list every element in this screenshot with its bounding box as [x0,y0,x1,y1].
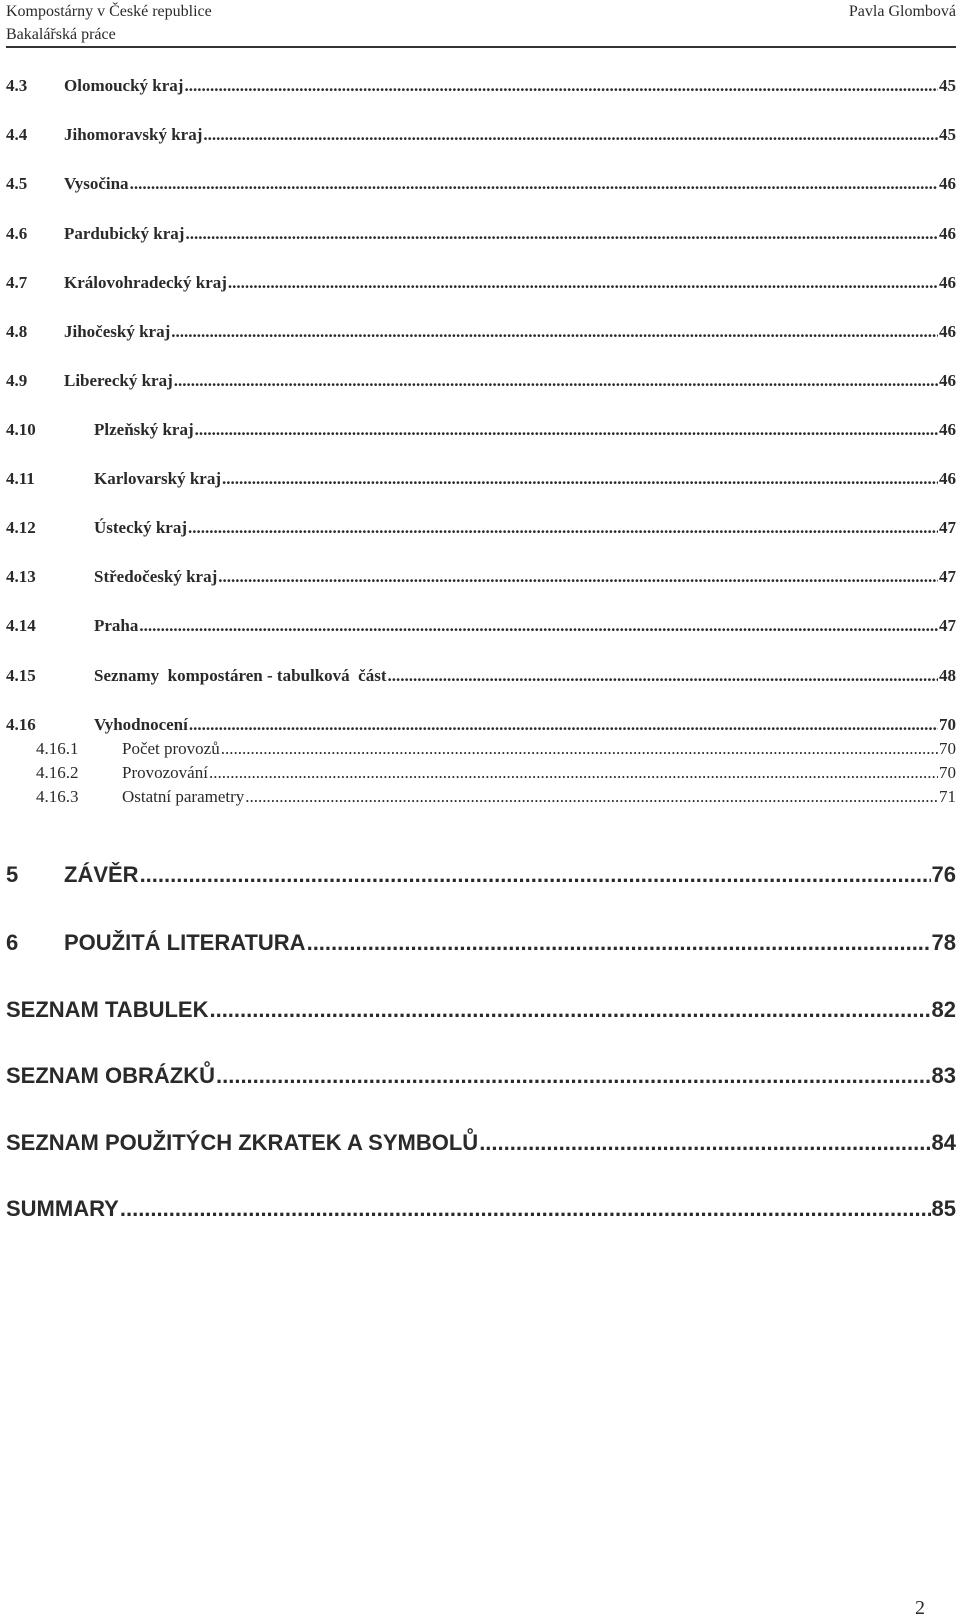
header-left [6,0,212,46]
toc-leader-dots [221,739,938,759]
toc-entry-number: 4.16.1 [36,739,79,758]
toc-leader-dots [209,997,930,1023]
toc-entry-page: 84 [931,1130,956,1155]
toc-entry-number: 4.15 [6,666,36,685]
toc-leader-dots [218,567,938,587]
toc-leader-dots [203,125,938,145]
toc-entry-page: 82 [931,997,956,1022]
toc-entry-title: SEZNAM TABULEK [6,997,209,1022]
toc-subentry[interactable] [6,763,956,783]
toc-entry[interactable] [6,76,956,96]
toc-entry[interactable] [6,715,956,735]
toc-entry-page: 70 [939,763,956,782]
toc-entry-title: Jihomoravský kraj [64,125,203,144]
toc-chapter[interactable] [6,862,956,888]
toc-entry-page: 46 [939,469,956,488]
toc-entry-page: 76 [931,862,956,887]
toc-entry[interactable] [6,469,956,489]
toc-leader-dots [387,666,938,686]
toc-entry-title: Liberecký kraj [64,371,173,390]
toc-entry-page: 47 [939,567,956,586]
toc-entry[interactable] [6,273,956,293]
toc-leader-dots [185,224,938,244]
toc-entry-number: 4.13 [6,567,36,586]
toc-subentry[interactable] [6,787,956,807]
toc-entry-title: Královohradecký kraj [64,273,227,292]
toc-entry-title: SEZNAM POUŽITÝCH ZKRATEK A SYMBOLŮ [6,1130,479,1155]
toc-entry-page: 46 [939,322,956,341]
toc-entry-number: 4.5 [6,174,28,193]
toc-entry[interactable] [6,224,956,244]
toc-leader-dots [188,518,938,538]
toc-chapter[interactable] [6,930,956,956]
toc-entry-page: 46 [939,224,956,243]
toc-leader-dots [479,1130,930,1156]
toc-leader-dots [139,616,938,636]
toc-entry-page: 46 [939,273,956,292]
toc-leader-dots [189,715,938,735]
toc-leader-dots [195,420,938,440]
toc-entry-title: POUŽITÁ LITERATURA [64,930,306,955]
toc-entry-title: Počet provozů [122,739,220,758]
toc-entry-number: 4.9 [6,371,28,390]
toc-leader-dots [174,371,938,391]
toc-entry-page: 83 [931,1063,956,1088]
toc-leader-dots [307,930,931,956]
page-header [6,0,956,48]
toc-leader-dots [184,76,938,96]
page-number: 2 [915,1597,925,1619]
toc-entry[interactable] [6,371,956,391]
toc-entry-number: 5 [6,862,19,887]
toc-entry-number: 4.16 [6,715,36,734]
toc-entry-number: 4.6 [6,224,28,243]
document-title: Kompostárny v České republice [6,3,212,20]
toc-entry-number: 4.3 [6,76,28,95]
toc-entry-title: Seznamy kompostáren - tabulková část [94,666,387,685]
toc-entry-number: 6 [6,930,19,955]
toc-entry[interactable] [6,567,956,587]
toc-entry[interactable] [6,518,956,538]
toc-entry-page: 45 [939,125,956,144]
toc-entry-number: 4.14 [6,616,36,635]
toc-leader-dots [216,1063,931,1089]
toc-entry-number: 4.8 [6,322,28,341]
toc-chapter[interactable] [6,1196,956,1222]
toc-entry-title: Plzeňský kraj [94,420,194,439]
toc-leader-dots [209,763,938,783]
toc-entry[interactable] [6,125,956,145]
toc-entry-title: SUMMARY [6,1196,119,1221]
toc-entry-page: 48 [939,666,956,685]
toc-entry-title: ZÁVĚR [64,862,139,887]
toc-entry-number: 4.16.3 [36,787,79,806]
toc-chapter[interactable] [6,1063,956,1089]
toc-entry-number: 4.16.2 [36,763,79,782]
toc-entry-title: Ostatní parametry [122,787,245,806]
toc-entry-page: 70 [939,739,956,758]
toc-entry-title: Jihočeský kraj [64,322,171,341]
toc-entry-title: Pardubický kraj [64,224,185,243]
toc-entry-page: 47 [939,518,956,537]
toc-entry-number: 4.7 [6,273,28,292]
toc-leader-dots [171,322,938,342]
toc-entry-page: 78 [931,930,956,955]
toc-entry-number: 4.11 [6,469,35,488]
toc-subentry[interactable] [6,739,956,759]
toc-entry-page: 46 [939,174,956,193]
author-name: Pavla Glombová [848,3,956,20]
toc-entry-title: Karlovarský kraj [94,469,222,488]
toc-leader-dots [140,862,931,888]
toc-entry-number: 4.4 [6,125,28,144]
toc-entry-page: 46 [939,420,956,439]
toc-leader-dots [228,273,938,293]
toc-entry[interactable] [6,616,956,636]
toc-entry[interactable] [6,420,956,440]
document-type: Bakalářská práce [6,26,116,43]
toc-entry-title: Praha [94,616,139,635]
toc-leader-dots [120,1196,931,1222]
toc-entry-title: Ústecký kraj [94,518,188,537]
toc-chapter[interactable] [6,1130,956,1156]
toc-entry-title: Středočeský kraj [94,567,218,586]
toc-entry-page: 85 [931,1196,956,1221]
toc-entry-title: Provozování [122,763,208,782]
toc-entry-page: 47 [939,616,956,635]
toc-entry-title: Vysočina [64,174,129,193]
toc-entry-title: Olomoucký kraj [64,76,184,95]
toc-leader-dots [245,787,938,807]
toc-entry[interactable] [6,174,956,194]
toc-entry-number: 4.10 [6,420,36,439]
toc-entry-page: 46 [939,371,956,390]
toc-leader-dots [222,469,938,489]
toc-entry[interactable] [6,322,956,342]
toc-chapter[interactable] [6,997,956,1023]
toc-entry-page: 70 [939,715,956,734]
toc-entry-title: Vyhodnocení [94,715,188,734]
toc-entry-page: 45 [939,76,956,95]
toc-leader-dots [130,174,938,194]
toc-entry[interactable] [6,666,956,686]
toc-entry-title: SEZNAM OBRÁZKŮ [6,1063,215,1088]
toc-entry-page: 71 [939,787,956,806]
toc-entry-number: 4.12 [6,518,36,537]
